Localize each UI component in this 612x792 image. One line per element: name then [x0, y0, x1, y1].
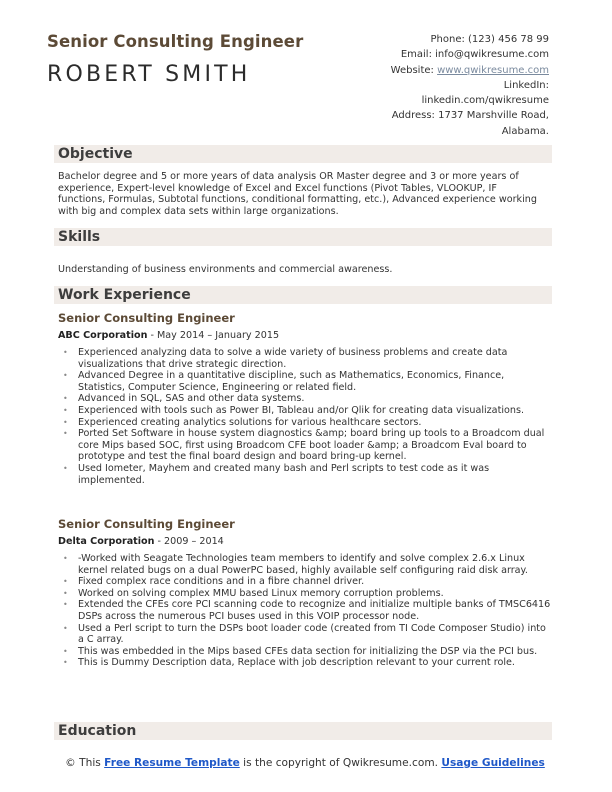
- list-item: • Advanced Degree in a quantitative discipline, such as Mathematics, Economics, Finance, Statistics, Computer Science, Engineering or related field.: [58, 370, 552, 393]
- work-title: Work Experience: [58, 287, 191, 303]
- contact-phone: Phone: (123) 456 78 99: [430, 34, 549, 45]
- footer-middle: is the copyright of Qwikresume.com.: [239, 757, 442, 769]
- list-item: • Experienced analyzing data to solve a wide variety of business problems and create data visualizations that drive strategic direction.: [58, 347, 552, 370]
- job-1-company-line: [58, 330, 279, 341]
- list-item: • -Worked with Seagate Technologies team members to identify and solve complex 2.6.x Linux kernel related bugs on a dual PowerPC based, highly available self configuring raid disk array.: [58, 553, 552, 576]
- skills-section-header: [54, 228, 552, 246]
- website-label: Website:: [390, 64, 438, 76]
- usage-guidelines-link[interactable]: Usage Guidelines: [441, 757, 545, 769]
- header-job-title: Senior Consulting Engineer: [47, 32, 304, 51]
- job-2-company: Delta Corporation: [58, 536, 155, 547]
- free-resume-template-link[interactable]: Free Resume Template: [104, 757, 240, 769]
- list-item: • This is Dummy Description data, Replace with job description relevant to your current role.: [58, 657, 552, 669]
- job-2-dates: - 2009 – 2014: [154, 536, 224, 547]
- objective-text: Bachelor degree and 5 or more years of data analysis OR Master degree and 3 or more years of experience, Expert-level knowledge of Excel and Excel functions (Pivot Tables, VLOOKUP, IF functions, Formulas, Subtotal functions, conditional formatting, etc.), Advanced experience working with big and complex data sets within large organizations.: [58, 171, 537, 218]
- contact-website: [289, 63, 549, 78]
- job-1-title: Senior Consulting Engineer: [58, 311, 235, 325]
- address-line-1: Address: 1737 Marshville Road,: [391, 110, 549, 122]
- job-2-title: Senior Consulting Engineer: [58, 517, 235, 531]
- list-item: • Experienced with tools such as Power BI, Tableau and/or Qlik for creating data visualizations.: [58, 405, 552, 417]
- job-1-company: ABC Corporation: [58, 330, 148, 341]
- job-1-bullets: [58, 347, 552, 486]
- list-item: • Ported Set Software in house system diagnostics &amp; board bring up tools to a Broadcom dual core Mips based SOC, first using Broadcom CFE boot loader &amp; a Broadcom Eval board to prototype and test the final board design and board bring-up kernel.: [58, 428, 552, 463]
- objective-title: Objective: [58, 146, 133, 162]
- contact-email: Email: info@qwikresume.com: [400, 49, 549, 61]
- list-item: • Used Iometer, Mayhem and created many bash and Perl scripts to test code as it was implemented.: [58, 463, 552, 486]
- linkedin-value: linkedin.com/qwikresume: [421, 95, 549, 107]
- list-item: • Advanced in SQL, SAS and other data systems.: [58, 393, 552, 405]
- work-section-header: [54, 286, 552, 304]
- list-item: • Worked on solving complex MMU based Linux memory corruption problems.: [58, 588, 552, 600]
- education-section-header: [54, 722, 552, 740]
- education-title: Education: [58, 723, 137, 739]
- list-item: • Fixed complex race conditions and in a fibre channel driver.: [58, 576, 552, 588]
- linkedin-label: LinkedIn:: [503, 79, 549, 91]
- job-1-dates: - May 2014 – January 2015: [147, 330, 280, 341]
- list-item: • Used a Perl script to turn the DSPs boot loader code (created from TI Code Composer Studio) into a C array.: [58, 623, 552, 646]
- job-2-company-line: [58, 536, 224, 547]
- copyright-footer: [60, 757, 550, 771]
- contact-block: [289, 32, 549, 139]
- list-item: • Extended the CFEs core PCI scanning code to recognize and initialize multiple banks of TMSC6416 DSPs across the numerous PCI buses used in this VOIP processor node.: [58, 599, 552, 622]
- candidate-name: ROBERT SMITH: [47, 62, 251, 87]
- address-line-2: Alabama.: [501, 125, 549, 137]
- objective-section-header: [54, 145, 552, 163]
- footer-prefix: © This: [65, 757, 105, 769]
- job-2-bullets: [58, 553, 552, 669]
- website-link[interactable]: www.qwikresume.com: [437, 64, 549, 76]
- list-item: • Experienced creating analytics solutions for various healthcare sectors.: [58, 417, 552, 429]
- skills-text: Understanding of business environments and commercial awareness.: [58, 264, 393, 275]
- list-item: • This was embedded in the Mips based CFEs data section for initializing the DSP via the PCI bus.: [58, 646, 552, 658]
- skills-title: Skills: [58, 229, 101, 245]
